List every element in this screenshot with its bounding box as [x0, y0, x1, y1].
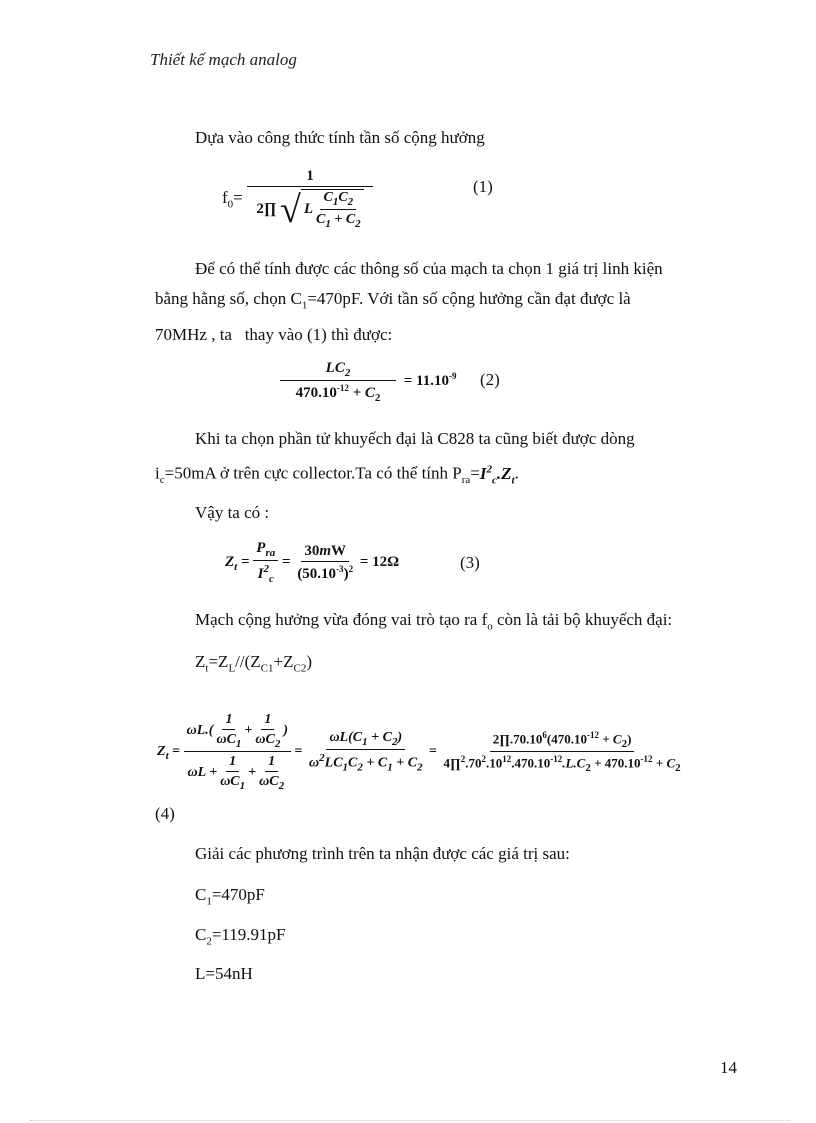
- result-l: L=54nH: [195, 964, 253, 983]
- intro-text: Dựa vào công thức tính tần số cộng hưởng: [195, 128, 485, 147]
- result-c2: $C_2=119.91pF$: [195, 925, 286, 948]
- running-header: Thiết kế mạch analog: [150, 50, 297, 69]
- solve-text: Giải các phương trình trên ta nhận được các giá trị sau:: [195, 844, 570, 863]
- equation-1: $f_0=$ 1 2∏ √ L $\frac{C_1C_2}{C_1 + C_2}$: [222, 168, 373, 230]
- vay-text: Vậy ta có :: [195, 503, 270, 522]
- sqrt-symbol: √: [279, 188, 301, 231]
- zt-definition: $Z_t=Z_L//(Z_{C1}+Z_{C2})$: [195, 652, 313, 675]
- equation-2: $\frac{LC_2}{470.10^{-12} + C_2}$ = $11.10^{-9}$: [280, 360, 456, 404]
- page-number: 14: [720, 1058, 737, 1077]
- equation-1-number: (1): [473, 177, 493, 196]
- paragraph-1: Để có thể tính được các thông số của mạch ta chọn 1 giá trị linh kiện bằng hằng số, chọn $C_1=470pF$. Với tần số cộng hưởng cần đạt được là 70MHz , ta thay vào (1) thì được:: [155, 259, 663, 345]
- equation-3: $Z_t$ = $\frac{P_{ra}}{I^2_c}$ = $\frac{30mW}{(50.10^{-3})^2}$ = 12Ω: [225, 540, 400, 585]
- footer-divider: [30, 1120, 790, 1121]
- equation-4-number: (4): [155, 804, 175, 823]
- equation-4: $Z_t$ = ωL.( $\frac{1}{\omega C_1}$ + $\frac{1}{\omega C_2}$ ) ωL + $\frac{1}{\omega C_1}$ + $\frac{1}{\omega C_2}$ = $\frac{\omega L(C_1 + C_2)}{\omega^2LC_1C_2 + C_1 + C_2}$ = $\frac{2\prod.70.10^6(470.10^{-12} + C_2)}{4\prod^2.70^2.10^{12}.470.10^{-12}.L.C_2 + 470.10^{-12} + C_2}$: [157, 712, 681, 792]
- result-c1: $C_1=470pF$: [195, 885, 265, 908]
- paragraph-2: Khi ta chọn phần tử khuyếch đại là C828 ta cũng biết được dòng $i_c=50mA$ ở trên cực collector.Ta có thể tính $P_{ra}=I^2_c.Z_t$.: [155, 429, 635, 487]
- equation-3-number: (3): [460, 553, 480, 572]
- paragraph-3: Mạch cộng hưởng vừa đóng vai trò tạo ra $f_o$ còn là tải bộ khuyếch đại:: [195, 610, 673, 633]
- equation-2-number: (2): [480, 370, 500, 389]
